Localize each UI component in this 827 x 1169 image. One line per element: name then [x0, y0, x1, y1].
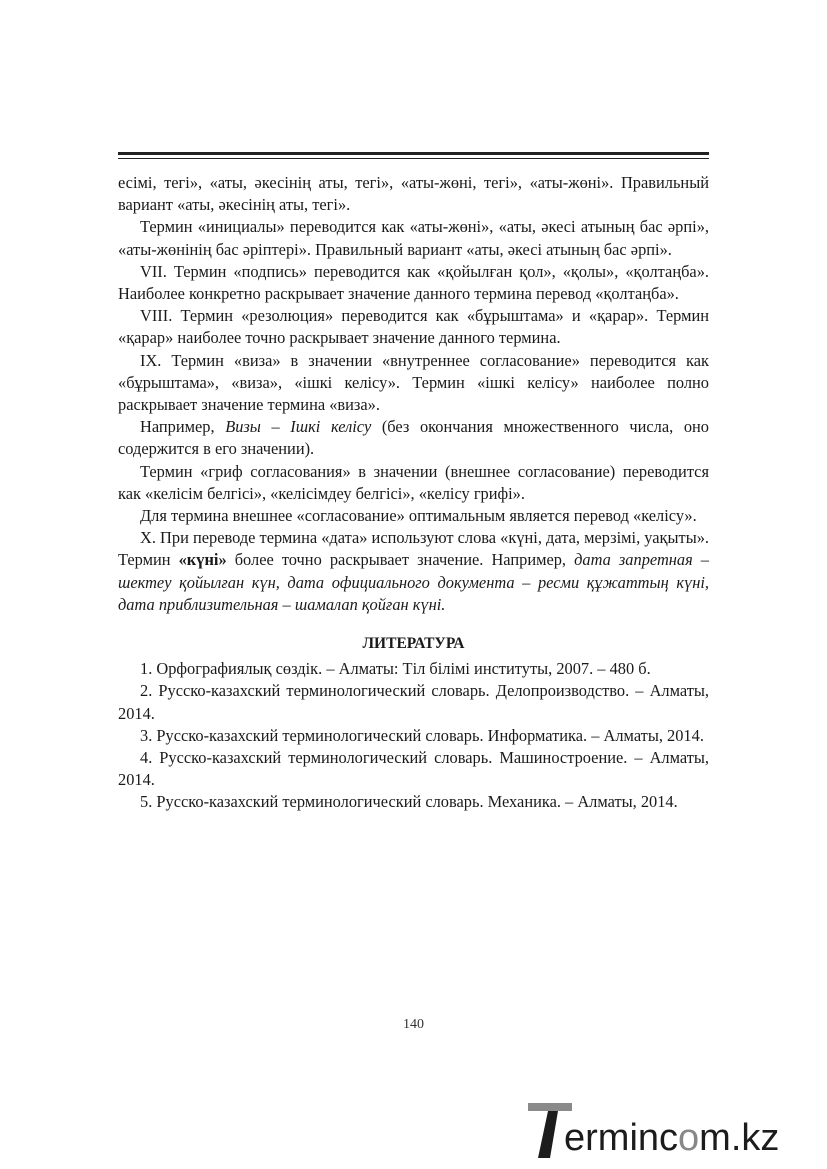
text-run: есімі, тегі», «аты, әкесінің аты, тегі», «аты-жөні, тегі», «аты-жөні». Правильный вариант «аты, әкесінің аты, тегі».: [118, 173, 709, 215]
literature-item: 3. Русско-казахский терминологический словарь. Информатика. – Алматы, 2014.: [140, 725, 704, 745]
text-run: Например,: [140, 417, 226, 437]
logo-t-bar: [528, 1103, 572, 1111]
page-body: [118, 172, 709, 814]
text-run: (без окончания множественного числа, оно содержится в его значении).: [118, 417, 709, 459]
literature-item: 4. Русско-казахский терминологический словарь. Машиностроение. – Алматы, 2014.: [118, 748, 709, 790]
literature-list: [118, 658, 709, 813]
body-paragraph: [118, 261, 709, 305]
text-run: Визы – Ішкі келісу: [225, 417, 372, 437]
header-rule-thick: [118, 152, 709, 155]
logo-t-stem: [538, 1111, 558, 1158]
body-paragraph: [118, 505, 709, 527]
text-run: IX. Термин «виза» в значении «внутреннее согласование» переводится как «бұрыштама», «виза», «ішкі келісу». Термин «ішкі келісу» наиболее полно раскрывает значение термина «виза».: [118, 350, 709, 415]
body-paragraph: [118, 350, 709, 417]
text-run: Термин «инициалы» переводится как «аты-жөні», «аты, әкесі атының бас әрпі», «аты-жөнінің бас әріптері». Правильный вариант «аты, әкесі атының бас әрпі».: [118, 217, 709, 259]
header-rule-thin: [118, 158, 709, 159]
body-paragraph: [118, 461, 709, 505]
logo-text-part: m.kz: [699, 1117, 780, 1159]
body-paragraph: [118, 216, 709, 260]
text-run: VII. Термин «подпись» переводится как «қойылған қол», «қолы», «қолтаңба». Наиболее конкретно раскрывает значение данного термина перевод «қолтаңба».: [118, 261, 709, 304]
site-logo[interactable]: [528, 1100, 818, 1162]
page-number: 140: [403, 1017, 424, 1032]
text-run: Термин «гриф согласования» в значении (внешнее согласование) переводится как «келісім белгісі», «келісімдеу белгісі», «келісу грифі».: [118, 461, 709, 503]
literature-heading: ЛИТЕРАТУРА: [362, 635, 465, 653]
text-run: Для термина внешнее «согласование» оптимальным является перевод «келісу».: [140, 506, 697, 526]
magnifier-o-icon: o: [678, 1117, 700, 1159]
literature-item: 5. Русско-казахский терминологический словарь. Механика. – Алматы, 2014.: [140, 792, 678, 812]
body-paragraph: [118, 172, 709, 216]
text-run: более точно раскрывает значение. Например,: [226, 550, 575, 570]
text-run: дата запретная – шектеу қойылған күн, дата официального документа – ресми құжаттың күні, дата приблизительная – шамалап қойған күні.: [118, 550, 709, 614]
body-paragraph: [118, 527, 709, 616]
text-run: VIII. Термин «резолюция» переводится как «бұрыштама» и «қарар». Термин «қарар» наиболее точно раскрывает значение данного термина.: [118, 306, 709, 348]
literature-item: 1. Орфографиялық сөздік. – Алматы: Тіл білімі институты, 2007. – 480 б.: [140, 659, 651, 679]
literature-item: 2. Русско-казахский терминологический словарь. Делопроизводство. – Алматы, 2014.: [118, 681, 709, 723]
body-paragraph: [118, 305, 709, 349]
body-paragraph: [118, 416, 709, 460]
logo-graphic: [528, 1100, 818, 1162]
paragraph-list: [118, 172, 709, 616]
logo-text-part: erminc: [564, 1117, 679, 1159]
text-run: «күні»: [178, 550, 227, 570]
logo-text: [564, 1117, 779, 1159]
text-run: X. При переводе термина «дата» используют слова «күні, дата, мерзімі, уақыты». Термин: [118, 528, 709, 570]
